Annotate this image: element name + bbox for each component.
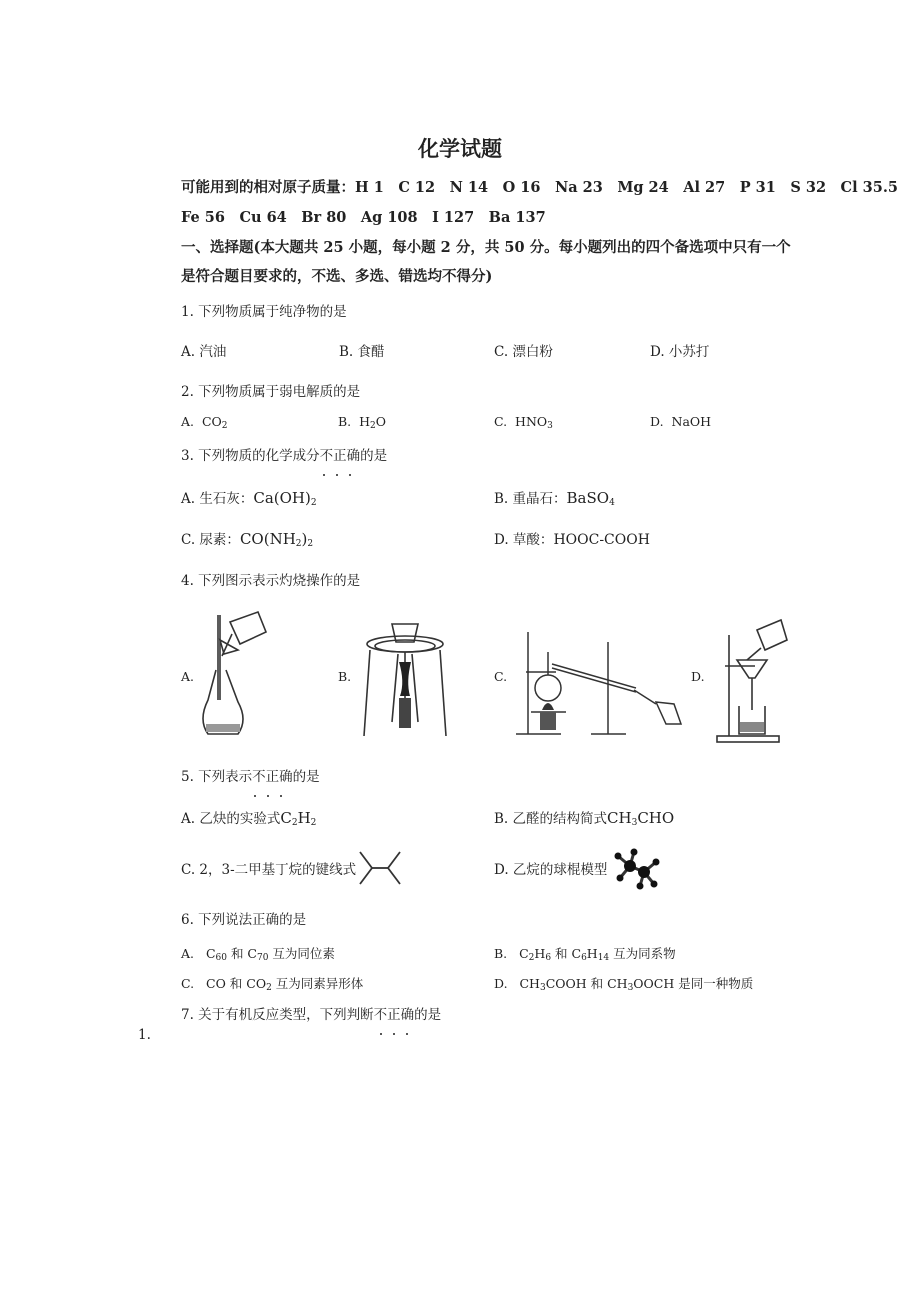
question-1-option-a: A. 汽油 — [181, 344, 227, 360]
question-5-option-a: A. 乙炔的实验式$C_2H_2$ — [181, 809, 317, 828]
question-1-option-b: B. 食醋 — [339, 344, 385, 360]
question-3-option-d: D. 草酸：HOOC-COOH — [494, 532, 650, 548]
atomic-masses-line-1: 可能用到的相对原子质量：H 1 C 12 N 14 O 16 Na 23 Mg 24 Al 27 P 31 S 32 Cl 35.5 — [181, 179, 898, 196]
ball-stick-model-image — [612, 848, 662, 890]
question-3-stem: 3. 下列物质的化学成分不正确的是 — [181, 448, 388, 464]
question-2-stem: 2. 下列物质属于弱电解质的是 — [181, 384, 361, 400]
emphasis-dots — [380, 1020, 419, 1024]
emphasis-dots — [323, 461, 362, 465]
question-4-option-a: A. — [181, 669, 195, 684]
question-7-stem: 7. 关于有机反应类型，下列判断不正确的是 — [181, 1007, 442, 1023]
question-1-option-c: C. 漂白粉 — [494, 344, 553, 360]
atomic-masses-line-2: Fe 56 Cu 64 Br 80 Ag 108 I 127 Ba 137 — [181, 209, 546, 226]
question-5-option-d: D. 乙烷的球棍模型 — [494, 862, 608, 878]
question-4-option-c: C. — [494, 669, 508, 684]
question-2-option-b: B. $H_2O$ — [338, 414, 387, 431]
question-3-option-c: C. 尿素：$CO(NH_2)_2$ — [181, 530, 314, 549]
question-1-option-d: D. 小苏打 — [650, 344, 710, 360]
question-6-stem: 6. 下列说法正确的是 — [181, 912, 307, 928]
question-4-option-b: B. — [338, 669, 352, 684]
question-6-option-b: B. $C_2H_6$ 和 $C_6H_{14}$ 互为同系物 — [494, 946, 676, 963]
filtration-apparatus-image — [715, 610, 790, 745]
question-5-option-c: C. 2，3-二甲基丁烷的键线式 — [181, 862, 357, 878]
question-5-stem: 5. 下列表示不正确的是 — [181, 769, 320, 785]
section-heading-line-1: 一、选择题(本大题共 25 小题，每小题 2 分，共 50 分。每小题列出的四个备选项中只有一个 — [181, 239, 791, 256]
section-heading-line-2: 是符合题目要求的，不选、多选、错选均不得分) — [181, 268, 493, 285]
question-3-option-b: B. 重晶石：BaSO$_4$ — [494, 489, 615, 508]
question-6-option-d: D. $CH_3COOH$ 和 $CH_3OOCH$ 是同一种物质 — [494, 976, 754, 993]
question-1-stem: 1. 下列物质属于纯净物的是 — [181, 304, 347, 320]
emphasis-dots — [254, 782, 293, 786]
question-4-option-d: D. — [691, 669, 705, 684]
distillation-apparatus-image — [516, 612, 686, 742]
pouring-flask-apparatus-image — [198, 610, 270, 745]
question-2-option-a: A. $CO_2$ — [181, 414, 228, 431]
question-2-option-d: D. NaOH — [650, 414, 712, 429]
question-2-option-c: C. $HNO_3$ — [494, 414, 553, 431]
skeletal-formula-image — [356, 848, 404, 888]
question-6-option-c: C. CO 和 $CO_2$ 互为同素异形体 — [181, 976, 364, 993]
footer-number: 1. — [138, 1027, 151, 1043]
question-3-option-a: A. 生石灰：$Ca(OH)_2$ — [181, 489, 317, 508]
question-4-stem: 4. 下列图示表示灼烧操作的是 — [181, 573, 361, 589]
page-title: 化学试题 — [418, 136, 502, 161]
question-5-option-b: B. 乙醛的结构简式$CH_3CHO$ — [494, 809, 675, 828]
question-6-option-a: A. $C_{60}$ 和 $C_{70}$ 互为同位素 — [181, 946, 335, 963]
crucible-tripod-apparatus-image — [362, 612, 448, 740]
